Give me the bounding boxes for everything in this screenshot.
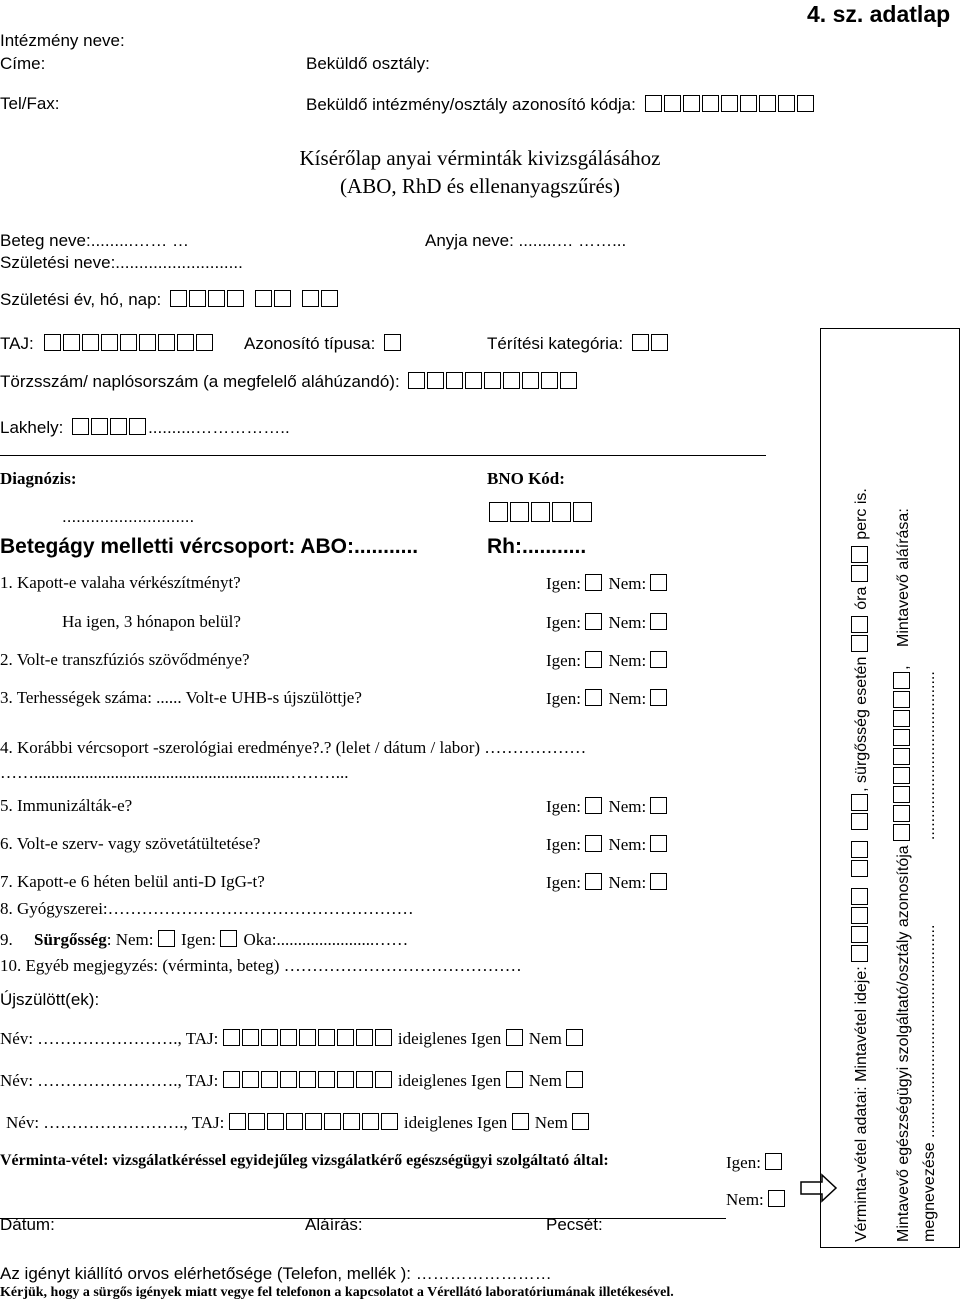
sampling-yes: Igen: bbox=[726, 1153, 784, 1171]
signature-line bbox=[0, 1216, 726, 1219]
address-label: Címe: bbox=[0, 54, 46, 73]
urgency-no-box[interactable] bbox=[158, 930, 175, 947]
residence-zip-boxes[interactable] bbox=[72, 418, 148, 437]
sender-id-label: Beküldő intézmény/osztály azonosító kódja: bbox=[306, 95, 636, 114]
side-name-field[interactable]: megnevezése ................................................ bbox=[921, 924, 938, 1242]
sender-id-boxes[interactable] bbox=[645, 95, 816, 114]
q1-no-box[interactable] bbox=[650, 574, 667, 591]
form-title-line1: Kísérőlap anyai vérminták kivizsgálásához bbox=[299, 146, 661, 170]
newborn-1-temp-no-box[interactable] bbox=[566, 1029, 583, 1046]
question-10[interactable]: 10. Egyéb megjegyzés: (vérminta, beteg) …………………………………… bbox=[0, 956, 522, 975]
birth-name-field[interactable]: Születési neve:........................... bbox=[0, 253, 243, 272]
taj-field bbox=[0, 334, 215, 352]
sampling-data-box bbox=[820, 328, 960, 1248]
q1a-yes-no: Igen: Nem: bbox=[546, 613, 669, 631]
register-number-boxes[interactable] bbox=[408, 372, 579, 391]
question-9: 9. Sürgősség: Nem: Igen: Oka:.......................…… bbox=[0, 930, 409, 949]
side-line-2: Mintavevő egészségügyi szolgáltató/osztály azonosítója , Mintavevő aláírása: bbox=[895, 508, 912, 1242]
urgency-reason[interactable]: Oka:.......................…… bbox=[243, 930, 409, 949]
fee-category-boxes[interactable] bbox=[632, 334, 670, 353]
q2-no-box[interactable] bbox=[650, 651, 667, 668]
side-provider-id-boxes[interactable] bbox=[895, 670, 912, 841]
q1-yes-box[interactable] bbox=[585, 574, 602, 591]
birth-date-boxes[interactable] bbox=[170, 290, 340, 309]
newborn-3-name[interactable]: Név: ……………………., TAJ: bbox=[6, 1113, 225, 1132]
q6-yes-box[interactable] bbox=[585, 835, 602, 852]
newborn-2-name[interactable]: Név: ……………………., TAJ: bbox=[0, 1071, 219, 1090]
newborn-1-temp-yes-box[interactable] bbox=[506, 1029, 523, 1046]
newborn-3-temp-yes-box[interactable] bbox=[512, 1113, 529, 1130]
q7-yes-box[interactable] bbox=[585, 873, 602, 890]
side-hour-boxes[interactable] bbox=[853, 614, 870, 652]
newborn-2-taj-boxes[interactable] bbox=[223, 1071, 394, 1090]
question-4: 4. Korábbi vércsoport -szerológiai eredménye?.? (lelet / dátum / labor) ……………… bbox=[0, 738, 587, 757]
date-label[interactable]: Dátum: bbox=[0, 1215, 55, 1234]
taj-label: TAJ: bbox=[0, 334, 34, 353]
q1-yes-no: Igen: Nem: bbox=[546, 574, 669, 592]
bno-boxes[interactable] bbox=[489, 502, 594, 523]
side-signature-field[interactable]: ...................................... bbox=[921, 671, 938, 841]
q3-yes-no: Igen: Nem: bbox=[546, 689, 669, 707]
sampling-text: Vérminta-vétel: vizsgálatkéréssel egyidejűleg vizsgálatkérő egészségügyi szolgáltató által: bbox=[0, 1152, 609, 1169]
fee-category-field bbox=[487, 334, 670, 352]
q6-yes-no: Igen: Nem: bbox=[546, 835, 669, 853]
q5-yes-no: Igen: Nem: bbox=[546, 797, 669, 815]
side-line-3 bbox=[922, 671, 938, 1242]
institution-name-label: Intézmény neve: bbox=[0, 31, 125, 50]
q6-no-box[interactable] bbox=[650, 835, 667, 852]
telfax-label: Tel/Fax: bbox=[0, 94, 60, 113]
q3-no-box[interactable] bbox=[650, 689, 667, 706]
q5-yes-box[interactable] bbox=[585, 797, 602, 814]
question-3: 3. Terhességek száma: ...... Volt-e UHB-s újszülöttje? bbox=[0, 688, 362, 707]
q3-yes-box[interactable] bbox=[585, 689, 602, 706]
bno-label: BNO Kód: bbox=[487, 469, 565, 488]
mother-name-field[interactable]: Anyja neve: ........… ……... bbox=[425, 231, 627, 250]
newborn-3-temp-no-box[interactable] bbox=[572, 1113, 589, 1130]
question-1a: Ha igen, 3 hónapon belül? bbox=[62, 612, 241, 631]
sampling-yes-box[interactable] bbox=[765, 1153, 782, 1170]
bedside-rh-field[interactable]: Rh:........... bbox=[487, 535, 587, 558]
sender-id-field bbox=[306, 95, 816, 113]
taj-boxes[interactable] bbox=[44, 334, 215, 353]
sender-dept-label: Beküldő osztály: bbox=[306, 54, 430, 73]
sampling-no-box[interactable] bbox=[768, 1190, 785, 1207]
q5-no-box[interactable] bbox=[650, 797, 667, 814]
question-6: 6. Volt-e szerv- vagy szövetátültetése? bbox=[0, 834, 261, 853]
divider-line bbox=[0, 455, 766, 456]
newborn-row-1: Név: ……………………., TAJ: ideiglenes Igen Nem bbox=[0, 1029, 585, 1047]
diagnosis-label: Diagnózis: bbox=[0, 469, 77, 488]
doctor-contact[interactable]: Az igényt kiállító orvos elérhetősége (Telefon, mellék ): …………………… bbox=[0, 1264, 552, 1283]
side-sample-date-boxes[interactable] bbox=[853, 792, 870, 962]
question-5: 5. Immunizálták-e? bbox=[0, 796, 133, 815]
q2-yes-box[interactable] bbox=[585, 651, 602, 668]
question-7: 7. Kapott-e 6 héten belül anti-D IgG-t? bbox=[0, 872, 265, 891]
patient-name-field[interactable]: Beteg neve:.........…… … bbox=[0, 231, 189, 250]
urgency-label: Sürgősség bbox=[34, 930, 107, 949]
form-title-line2: (ABO, RhD és ellenanyagszűrés) bbox=[340, 174, 620, 198]
newborn-2-temp-yes-box[interactable] bbox=[506, 1071, 523, 1088]
question-1: 1. Kapott-e valaha vérkészítményt? bbox=[0, 573, 241, 592]
signature-label[interactable]: Aláírás: bbox=[305, 1215, 363, 1234]
id-type-label: Azonosító típusa: bbox=[244, 334, 376, 353]
newborn-3-taj-boxes[interactable] bbox=[229, 1113, 400, 1132]
bedside-abo-field[interactable]: Betegágy melletti vércsoport: ABO:........... bbox=[0, 535, 419, 558]
urgency-yes-box[interactable] bbox=[220, 930, 237, 947]
residence-field bbox=[0, 418, 290, 436]
birth-date-label: Születési év, hó, nap: bbox=[0, 290, 162, 309]
form-number: 4. sz. adatlap bbox=[807, 1, 951, 27]
question-8[interactable]: 8. Gyógyszerei:……………………………………………… bbox=[0, 899, 414, 918]
newborn-1-taj-boxes[interactable] bbox=[223, 1029, 394, 1048]
q7-no-box[interactable] bbox=[650, 873, 667, 890]
birth-date-field bbox=[0, 290, 340, 308]
id-type-box[interactable] bbox=[384, 334, 401, 351]
side-line-1: Vérminta-vétel adatai: Mintavétel ideje: , sürgősség esetén óra perc is. bbox=[853, 488, 870, 1242]
diagnosis-dots[interactable]: ............................ bbox=[62, 507, 195, 526]
register-number-field bbox=[0, 372, 579, 390]
sampling-no: Nem: bbox=[726, 1190, 787, 1208]
stamp-label[interactable]: Pecsét: bbox=[546, 1215, 603, 1234]
residence-label: Lakhely: bbox=[0, 418, 64, 437]
newborns-title: Újszülött(ek): bbox=[0, 990, 100, 1009]
q2-yes-no: Igen: Nem: bbox=[546, 651, 669, 669]
residence-dots: ..........…………….. bbox=[148, 418, 290, 437]
newborn-1-name[interactable]: Név: ……………………., TAJ: bbox=[0, 1029, 219, 1048]
urgent-note: Kérjük, hogy a sürgős igények miatt vegye fel telefonon a kapcsolatot a Vérellátó laboratóriumának illetékesével. bbox=[0, 1285, 674, 1300]
fee-category-label: Térítési kategória: bbox=[487, 334, 624, 353]
newborn-2-temp-no-box[interactable] bbox=[566, 1071, 583, 1088]
newborn-row-3: Név: ……………………., TAJ: ideiglenes Igen Nem bbox=[6, 1113, 591, 1131]
q1a-yes-box[interactable] bbox=[585, 613, 602, 630]
q1a-no-box[interactable] bbox=[650, 613, 667, 630]
id-type-field bbox=[244, 334, 403, 352]
question-4-dots[interactable]: ……...........................................................………... bbox=[0, 763, 349, 782]
newborn-row-2: Név: ……………………., TAJ: ideiglenes Igen Nem bbox=[0, 1071, 585, 1089]
q7-yes-no: Igen: Nem: bbox=[546, 873, 669, 891]
side-minute-boxes[interactable] bbox=[853, 544, 870, 582]
register-number-label: Törzsszám/ naplósorszám (a megfelelő aláhúzandó): bbox=[0, 372, 400, 391]
question-2: 2. Volt-e transzfúziós szövődménye? bbox=[0, 650, 250, 669]
